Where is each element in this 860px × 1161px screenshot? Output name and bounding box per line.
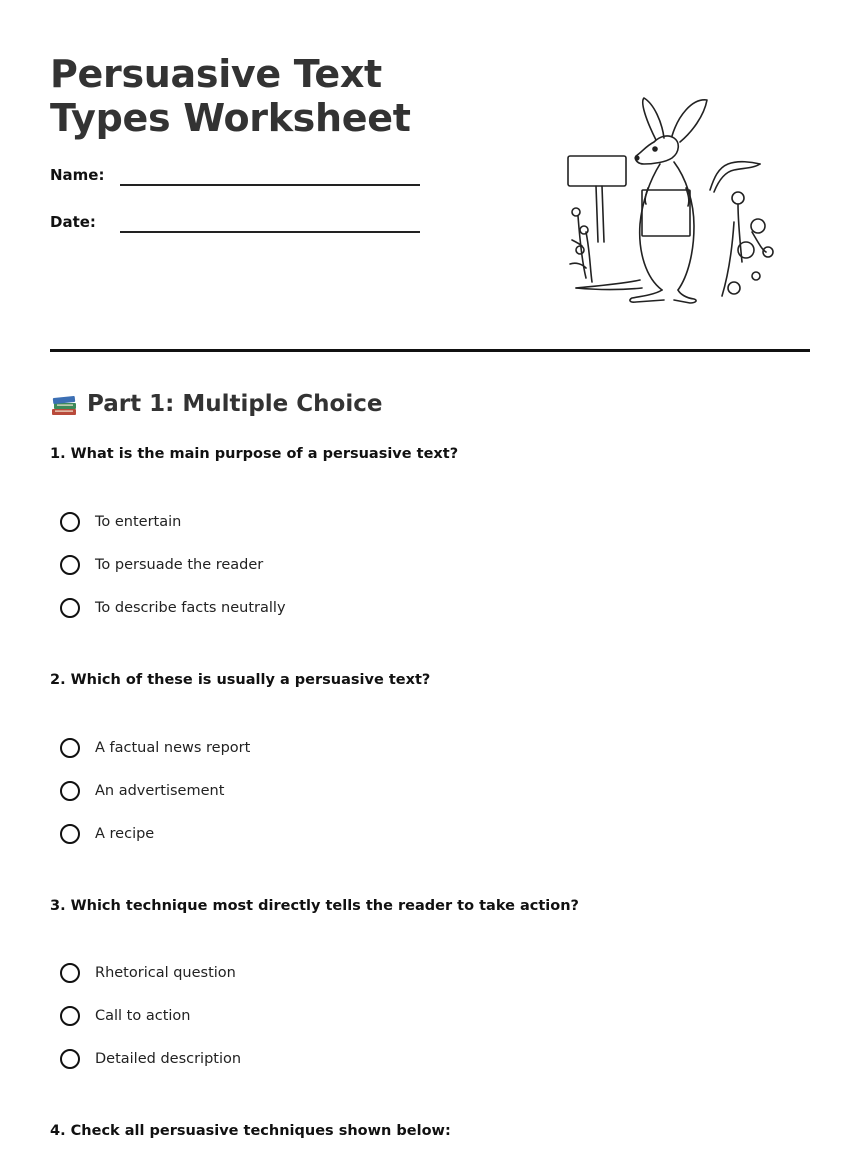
q1-option-1[interactable] — [60, 509, 181, 535]
option-label: Detailed description — [95, 1051, 242, 1067]
question-2: 2. Which of these is usually a persuasive text? — [50, 672, 431, 688]
section-heading-label: Part 1: Multiple Choice — [87, 391, 383, 417]
radio-button[interactable] — [60, 824, 80, 844]
kangaroo-holding-sign-icon — [562, 92, 792, 307]
question-4: 4. Check all persuasive techniques shown below: — [50, 1123, 451, 1139]
header-divider — [50, 349, 810, 352]
radio-button[interactable] — [60, 1049, 80, 1069]
option-label: To entertain — [95, 514, 182, 530]
date-field[interactable] — [50, 213, 430, 243]
option-label: A factual news report — [95, 740, 251, 756]
radio-button[interactable] — [60, 1006, 80, 1026]
q1-option-2[interactable] — [60, 552, 263, 578]
books-icon — [50, 391, 78, 417]
radio-button[interactable] — [60, 781, 80, 801]
option-label: Call to action — [95, 1008, 191, 1024]
radio-button[interactable] — [60, 963, 80, 983]
radio-button[interactable] — [60, 512, 80, 532]
q2-option-3[interactable] — [60, 821, 154, 847]
option-label: To describe facts neutrally — [95, 600, 286, 616]
q3-option-2[interactable] — [60, 1003, 190, 1029]
option-label: A recipe — [95, 826, 155, 842]
radio-button[interactable] — [60, 555, 80, 575]
name-field[interactable] — [50, 166, 430, 196]
option-label: An advertisement — [95, 783, 225, 799]
date-input-line[interactable] — [120, 231, 420, 233]
q1-option-3[interactable] — [60, 595, 286, 621]
q2-option-2[interactable] — [60, 778, 224, 804]
page-title: Persuasive Text Types Worksheet — [50, 52, 411, 140]
question-3: 3. Which technique most directly tells the reader to take action? — [50, 898, 579, 914]
q3-option-1[interactable] — [60, 960, 236, 986]
option-label: Rhetorical question — [95, 965, 236, 981]
question-1: 1. What is the main purpose of a persuasive text? — [50, 446, 459, 462]
date-label: Date: — [50, 213, 96, 231]
name-input-line[interactable] — [120, 184, 420, 186]
q3-option-3[interactable] — [60, 1046, 241, 1072]
option-label: To persuade the reader — [95, 557, 264, 573]
q2-option-1[interactable] — [60, 735, 250, 761]
section-heading-part1 — [50, 388, 382, 420]
radio-button[interactable] — [60, 598, 80, 618]
radio-button[interactable] — [60, 738, 80, 758]
name-label: Name: — [50, 166, 105, 184]
